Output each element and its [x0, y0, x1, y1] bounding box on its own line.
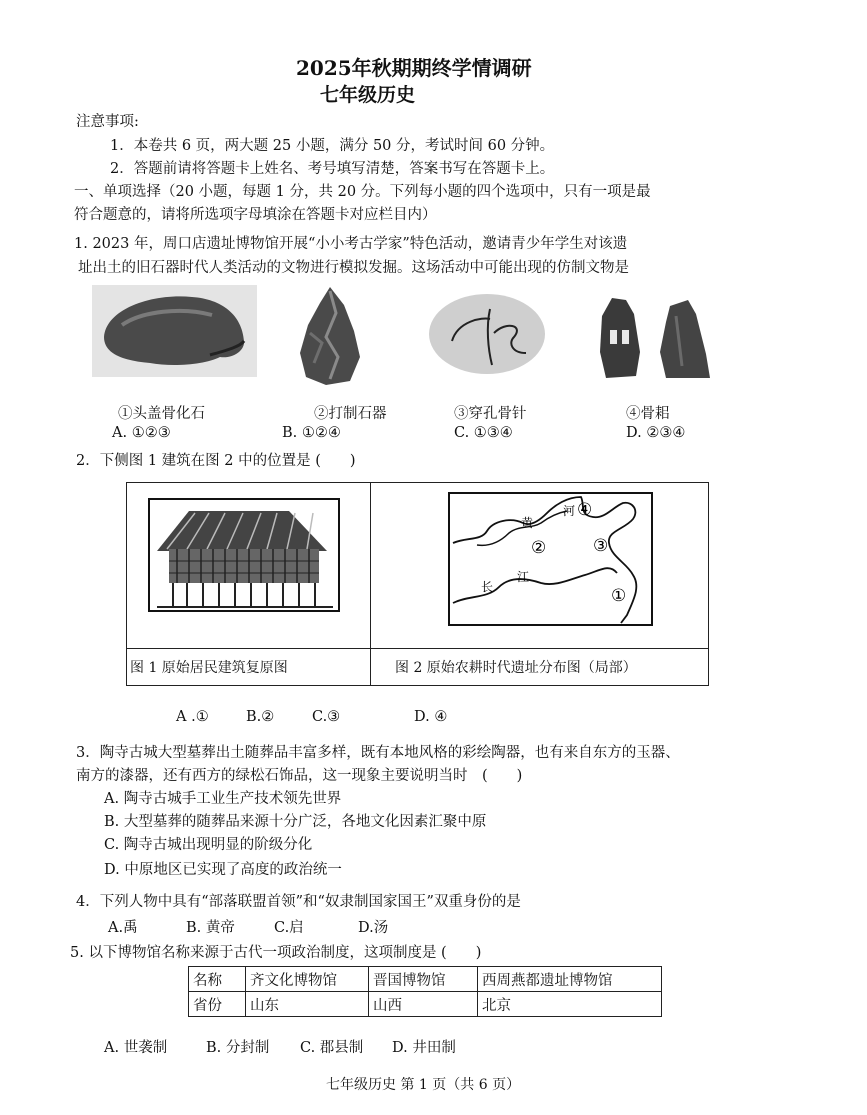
q1-option-a: A. ①②③	[112, 425, 171, 441]
q1-option-c: C. ①③④	[454, 425, 513, 441]
map-label-huang: 黄	[521, 516, 534, 530]
q3-option-d: D. 中原地区已实现了高度的政治统一	[104, 862, 342, 878]
q5-table-cell: 北京	[478, 992, 662, 1017]
map-label-he: 河	[563, 504, 576, 518]
q1-caption-2: ②打制石器	[314, 406, 387, 422]
q4-stem: 4．下列人物中具有“部落联盟首领”和“奴隶制国家国王”双重身份的是	[76, 894, 521, 910]
neolithic-sites-map	[371, 483, 708, 644]
q3-stem-line2: 南方的漆器，还有西方的绿松石饰品，这一现象主要说明当时 ( )	[76, 768, 523, 784]
page-subtitle: 七年级历史	[320, 84, 416, 106]
q5-table-cell: 西周燕都遗址博物馆	[478, 967, 662, 992]
map-label-jiang: 江	[517, 570, 530, 584]
q2-option-c: C.③	[312, 709, 341, 725]
q5-option-b: B. 分封制	[206, 1040, 270, 1056]
q4-option-a: A.禹	[108, 920, 138, 936]
q2-figure-table	[126, 482, 709, 686]
section-instruction-line1: 一、单项选择（20 小题，每题 1 分，共 20 分。下列每小题的四个选项中，只有一项是最	[74, 184, 651, 200]
map-marker-3: ③	[593, 536, 609, 556]
notice-item-2: 2．答题前请将答题卡上姓名、考号填写清楚，答案书写在答题卡上。	[110, 161, 555, 177]
map-marker-1: ①	[611, 586, 627, 606]
q3-option-b: B. 大型墓葬的随葬品来源十分广泛，各地文化因素汇聚中原	[104, 814, 487, 830]
q1-option-b: B. ①②④	[282, 425, 341, 441]
q4-option-c: C.启	[274, 920, 304, 936]
page-title: 2025年秋期期终学情调研	[296, 56, 532, 80]
q5-table-cell: 名称	[189, 967, 246, 992]
q4-option-b: B. 黄帝	[186, 920, 235, 936]
q3-option-c: C. 陶寺古城出现明显的阶级分化	[104, 837, 313, 853]
bone-needle-image	[428, 293, 546, 375]
q1-caption-3: ③穿孔骨针	[454, 406, 527, 422]
section-instruction-line2: 符合题意的，请将所选项字母填涂在答题卡对应栏目内）	[74, 207, 437, 223]
bone-spade-image	[596, 296, 718, 382]
map-label-chang: 长	[481, 580, 494, 594]
notice-item-1: 1．本卷共 6 页，两大题 25 小题，满分 50 分，考试时间 60 分钟。	[110, 138, 555, 154]
q5-option-a: A. 世袭制	[104, 1040, 168, 1056]
notice-heading: 注意事项:	[76, 114, 139, 130]
fig2-caption: 图 2 原始农耕时代遗址分布图（局部）	[371, 649, 709, 686]
chipped-stone-tool-image	[296, 283, 368, 387]
q5-table-cell: 山东	[246, 992, 369, 1017]
q1-option-d: D. ②③④	[626, 425, 686, 441]
q3-option-a: A. 陶寺古城手工业生产技术领先世界	[104, 791, 342, 807]
q2-option-d: D. ④	[414, 709, 448, 725]
q1-stem-line2: 址出土的旧石器时代人类活动的文物进行模拟发掘。这场活动中可能出现的仿制文物是	[78, 260, 629, 276]
skull-fossil-image	[92, 285, 257, 377]
q2-option-a: A .①	[176, 709, 209, 725]
q5-table-cell: 山西	[369, 992, 478, 1017]
q5-table-cell: 省份	[189, 992, 246, 1017]
q1-caption-1: ①头盖骨化石	[118, 406, 205, 422]
map-marker-4: ④	[577, 500, 593, 520]
q1-stem-line1: 1. 2023 年，周口店遗址博物馆开展“小小考古学家”特色活动，邀请青少年学生对该遗	[74, 236, 628, 252]
q5-museum-table	[188, 966, 662, 1017]
q3-stem-line1: 3．陶寺古城大型墓葬出土随葬品丰富多样，既有本地风格的彩绘陶器，也有来自东方的玉器、	[76, 745, 680, 761]
map-marker-2: ②	[531, 538, 547, 558]
q5-table-cell: 齐文化博物馆	[246, 967, 369, 992]
q2-option-b: B.②	[246, 709, 275, 725]
fig1-caption: 图 1 原始居民建筑复原图	[127, 649, 371, 686]
q5-stem: 5. 以下博物馆名称来源于古代一项政治制度，这项制度是 ( )	[70, 945, 482, 961]
q5-table-cell: 晋国博物馆	[369, 967, 478, 992]
q2-stem: 2．下侧图 1 建筑在图 2 中的位置是 ( )	[76, 453, 356, 469]
q4-option-d: D.汤	[358, 920, 389, 936]
page-footer: 七年级历史 第 1 页（共 6 页）	[326, 1077, 521, 1093]
q5-option-d: D. 井田制	[392, 1040, 456, 1056]
q1-caption-4: ④骨耜	[626, 406, 670, 422]
stilt-house-image	[127, 483, 370, 644]
q5-option-c: C. 郡县制	[300, 1040, 364, 1056]
